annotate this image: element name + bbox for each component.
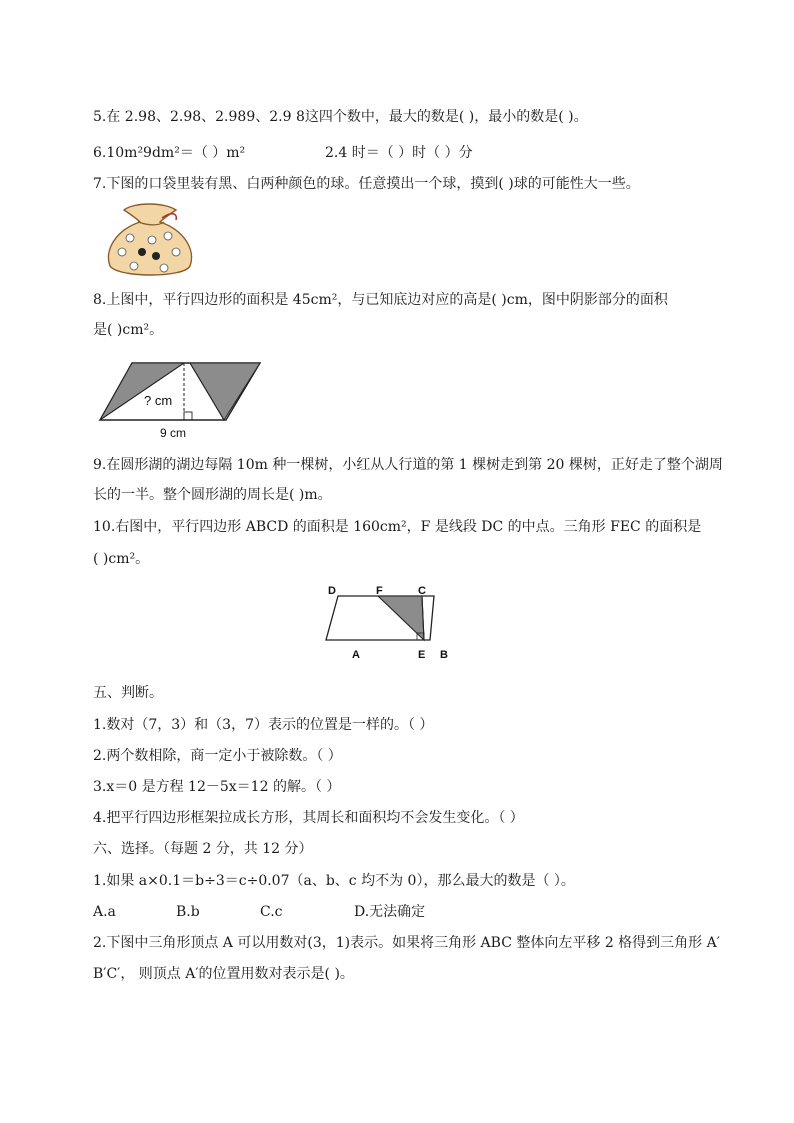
question-5: 5.在 2.98、2.98、2.989、2.9 8这四个数中，最大的数是( )，最小的数是( )。 [93, 109, 588, 125]
parallelogram-abcd-figure [322, 582, 458, 668]
white-ball [118, 248, 126, 256]
section-5-heading: 五、判断。 [93, 685, 163, 701]
choice-2-line-1: 2.下图中三角形顶点 A 可以用数对(3，1)表示。如果将三角形 ABC 整体向左平移 2 格得到三角形 A′ [93, 935, 720, 951]
choice-1-option-a: A.a [93, 904, 116, 920]
label-d: D [328, 585, 336, 597]
label-f: F [376, 585, 383, 597]
question-7: 7.下图的口袋里装有黑、白两种颜色的球。任意摸出一个球，摸到( )球的可能性大一些。 [93, 176, 640, 192]
black-ball [152, 252, 160, 260]
choice-1: 1.如果 a×0.1＝b÷3＝c÷0.07（a、b、c 均不为 0），那么最大的数是（ ）。 [93, 873, 575, 889]
question-9-line-2: 长的一半。整个圆形湖的周长是( )m。 [93, 487, 332, 503]
choice-1-option-b: B.b [176, 904, 200, 920]
judge-3: 3.x＝0 是方程 12－5x＝12 的解。（ ） [93, 779, 341, 795]
white-ball [164, 232, 172, 240]
question-8-line-2: 是( )cm²。 [93, 322, 164, 338]
question-8-line-1: 8.上图中，平行四边形的面积是 45cm²，与已知底边对应的高是( )cm，图中阴影部分的面积 [93, 292, 668, 308]
white-ball [172, 248, 180, 256]
judge-2: 2.两个数相除，商一定小于被除数。（ ） [93, 748, 342, 764]
label-b: B [440, 649, 448, 661]
label-e: E [418, 649, 426, 661]
question-6-part-b: 2.4 时＝（ ）时（ ）分 [325, 145, 473, 161]
white-ball [160, 264, 168, 272]
question-10-line-1: 10.右图中，平行四边形 ABCD 的面积是 160cm²，F 是线段 DC 的中点。三角形 FEC 的面积是 [93, 519, 702, 535]
question-6-part-a: 6.10m²9dm²＝（ ）m² [93, 145, 246, 161]
section-6-heading: 六、选择。（每题 2 分，共 12 分） [93, 841, 313, 857]
choice-2-line-2: B′C′， 则顶点 A′的位置用数对表示是( )。 [93, 966, 354, 982]
choice-1-option-c: C.c [260, 904, 283, 920]
black-ball [138, 248, 146, 256]
white-ball [148, 236, 156, 244]
judge-1: 1.数对（7，3）和（3，7）表示的位置是一样的。（ ） [93, 717, 434, 733]
parallelogram-figure [96, 358, 268, 442]
white-ball [130, 262, 138, 270]
white-ball [126, 234, 134, 242]
base-label: 9 cm [160, 426, 187, 440]
question-9-line-1: 9.在圆形湖的湖边每隔 10m 种一棵树，小红从人行道的第 1 棵树走到第 20 棵树，正好走了整个湖周 [93, 457, 723, 473]
question-10-line-2: ( )cm²。 [93, 551, 150, 567]
judge-4: 4.把平行四边形框架拉成长方形，其周长和面积均不会发生变化。（ ） [93, 810, 524, 826]
label-a: A [352, 649, 360, 661]
height-label: ? cm [144, 393, 173, 408]
label-c: C [418, 585, 426, 597]
ball-bag-figure [104, 200, 196, 280]
choice-1-option-d: D.无法确定 [354, 904, 426, 920]
